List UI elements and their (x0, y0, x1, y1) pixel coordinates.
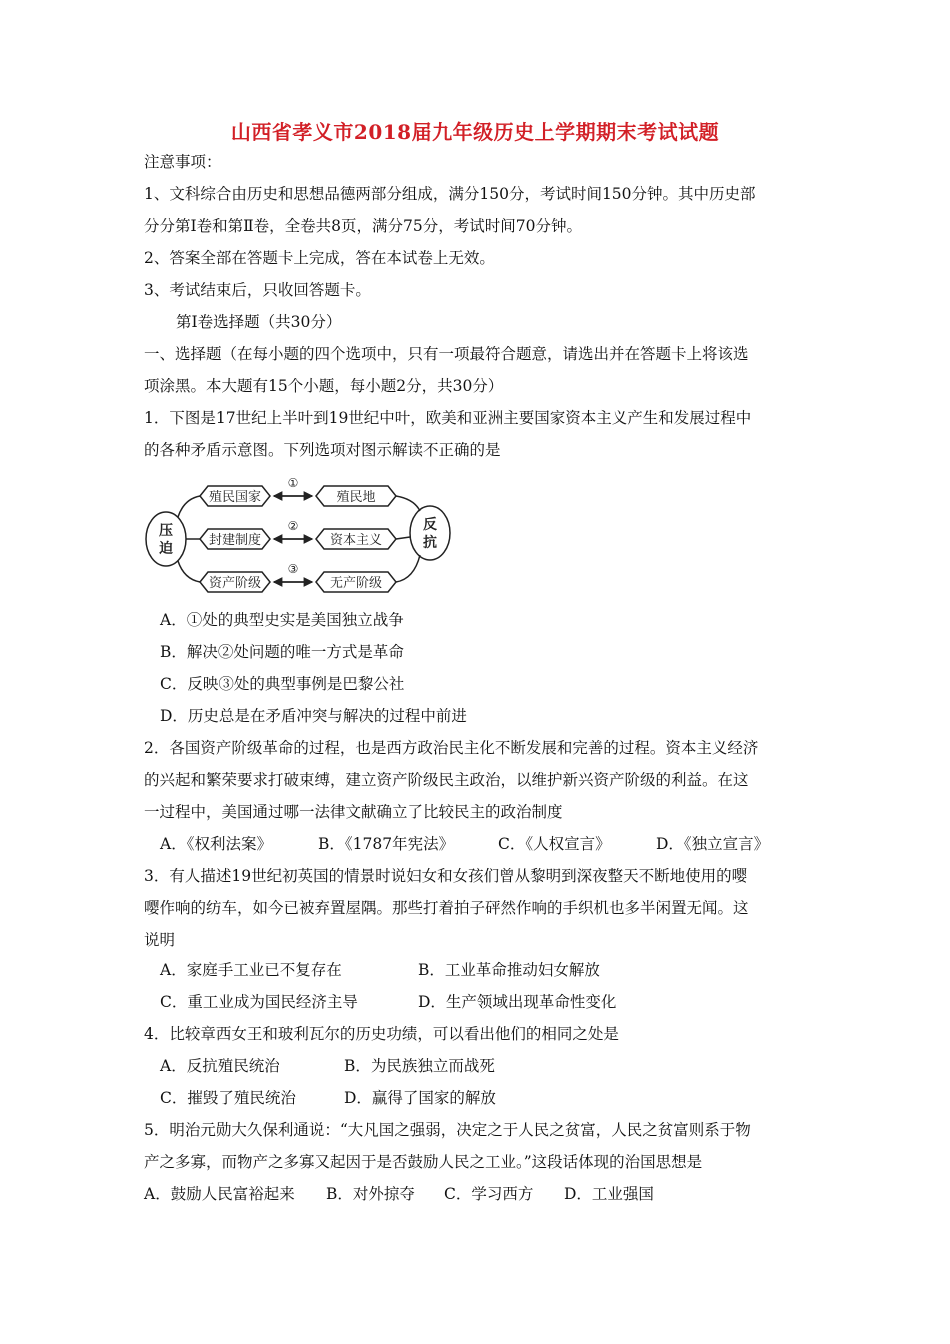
question-2-line-1: 2．各国资产阶级革命的过程，也是西方政治民主化不断发展和完善的过程。资本主义经济 (144, 739, 759, 757)
q5-option-c: C．学习西方 (444, 1185, 534, 1203)
notice-item-3: 3、考试结束后，只收回答题卡。 (144, 281, 371, 299)
row2-right-text: 资本主义 (329, 533, 383, 548)
question-4-line-1: 4．比较章西女王和玻利瓦尔的历史功绩，可以看出他们的相同之处是 (144, 1025, 619, 1043)
oppression-label-bottom: 迫 (159, 541, 173, 557)
row2-marker: ② (287, 519, 299, 533)
q1-option-d: D．历史总是在矛盾冲突与解决的过程中前进 (160, 707, 467, 725)
question-1-line-2: 的各种矛盾示意图。下列选项对图示解读不正确的是 (144, 441, 501, 459)
exam-title: 山西省孝义市2018届九年级历史上学期期末考试试题 (230, 120, 720, 144)
q5-option-b: B．对外掠夺 (326, 1185, 415, 1203)
q4-option-d: D．赢得了国家的解放 (344, 1089, 496, 1107)
resistance-label-top: 反 (423, 517, 437, 533)
question-2-line-3: 一过程中，美国通过哪一法律文献确立了比较民主的政治制度 (144, 803, 563, 821)
q4-option-a: A．反抗殖民统治 (160, 1057, 280, 1075)
resistance-label-bottom: 抗 (423, 535, 437, 551)
q5-option-a: A．鼓励人民富裕起来 (144, 1185, 295, 1203)
q1-option-c: C．反映③处的典型事例是巴黎公社 (160, 675, 405, 693)
row3-left-text: 资产阶级 (208, 576, 262, 591)
q3-option-b: B．工业革命推动妇女解放 (418, 961, 600, 979)
contradiction-diagram (144, 473, 454, 605)
notice-item-1-line-2: 分分第Ⅰ卷和第Ⅱ卷，全卷共8页，满分75分，考试时间70分钟。 (144, 217, 582, 235)
q4-option-c: C．摧毁了殖民统治 (160, 1089, 296, 1107)
question-3-line-2: 嘤作响的纺车，如今已被弃置屋隅。那些打着拍子砰然作响的手织机也多半闲置无闻。这 (144, 899, 749, 917)
row1-left-text: 殖民国家 (208, 490, 262, 505)
question-2-line-2: 的兴起和繁荣要求打破束缚，建立资产阶级民主政治，以维护新兴资产阶级的利益。在这 (144, 771, 749, 789)
row1-right-text: 殖民地 (336, 490, 376, 505)
q2-option-c: C．《人权宣言》 (498, 835, 611, 853)
q2-option-d: D．《独立宣言》 (656, 835, 770, 853)
question-1-line-1: 1．下图是17世纪上半叶到19世纪中叶，欧美和亚洲主要国家资本主义产生和发展过程中 (144, 409, 752, 427)
q2-option-b: B．《1787年宪法》 (318, 835, 455, 853)
row1-marker: ① (287, 476, 299, 490)
resistance-node (410, 506, 450, 560)
q1-option-b: B．解决②处问题的唯一方式是革命 (160, 643, 404, 661)
section-intro-line-1: 一、选择题（在每小题的四个选项中，只有一项最符合题意，请选出并在答题卡上将该选 (144, 345, 749, 363)
question-3-line-1: 3．有人描述19世纪初英国的情景时说妇女和女孩们曾从黎明到深夜整天不断地使用的嘤 (144, 867, 748, 885)
section-heading: 第Ⅰ卷选择题（共30分） (176, 313, 342, 331)
oppression-node (146, 512, 186, 566)
q1-option-a: A．①处的典型史实是美国独立战争 (160, 611, 404, 629)
row3-right-text: 无产阶级 (329, 576, 383, 591)
q3-option-c: C．重工业成为国民经济主导 (160, 993, 358, 1011)
question-3-line-3: 说明 (144, 931, 176, 949)
question-5-line-2: 产之多寡，而物产之多寡又起因于是否鼓励人民之工业。”这段话体现的治国思想是 (144, 1153, 703, 1171)
notice-item-2: 2、答案全部在答题卡上完成，答在本试卷上无效。 (144, 249, 495, 267)
row2-left-text: 封建制度 (208, 533, 262, 548)
notice-item-1-line-1: 1、文科综合由历史和思想品德两部分组成，满分150分，考试时间150分钟。其中历史部 (144, 185, 756, 203)
q3-option-d: D．生产领域出现革命性变化 (418, 993, 617, 1011)
q4-option-b: B．为民族独立而战死 (344, 1057, 495, 1075)
section-intro-line-2: 项涂黑。本大题有15个小题，每小题2分，共30分） (144, 377, 504, 395)
q2-option-a: A．《权利法案》 (160, 835, 272, 853)
oppression-label-top: 压 (159, 523, 173, 539)
q3-option-a: A．家庭手工业已不复存在 (160, 961, 342, 979)
notice-heading: 注意事项： (144, 153, 222, 171)
question-5-line-1: 5．明治元勋大久保利通说：“大凡国之强弱，决定之于人民之贫富，人民之贫富则系于物 (144, 1121, 751, 1139)
q5-option-d: D．工业强国 (564, 1185, 654, 1203)
row3-marker: ③ (287, 562, 299, 576)
